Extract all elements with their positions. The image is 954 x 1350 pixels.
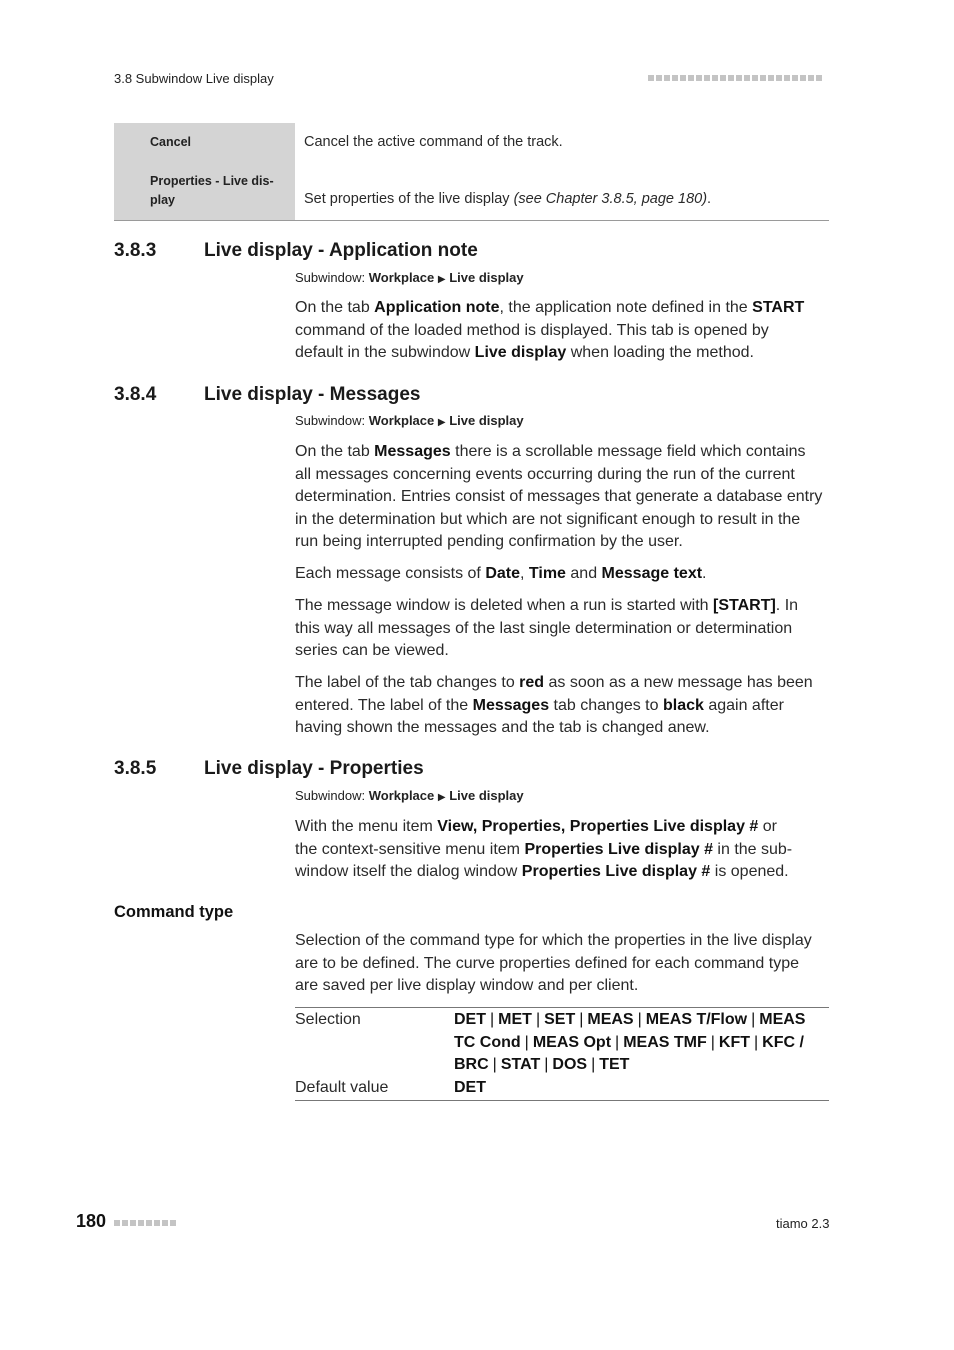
selection-option: MEAS	[587, 1011, 634, 1028]
subwindow-path-3-8-3	[295, 270, 524, 285]
section-number: 3.8.5	[114, 758, 157, 779]
decorative-dot	[130, 1220, 136, 1226]
separator: |	[751, 1011, 756, 1028]
decorative-dot	[170, 1220, 176, 1226]
selection-option: KFT	[718, 1033, 750, 1051]
decorative-dot	[146, 1220, 152, 1226]
footer-decorative-dots	[114, 1220, 176, 1226]
decorative-dot	[688, 75, 694, 81]
decorative-dot	[680, 75, 686, 81]
selection-label: Selection	[295, 1011, 361, 1028]
section-heading-3-8-3	[114, 240, 829, 264]
section-number: 3.8.3	[114, 240, 157, 261]
header-decorative-dots	[648, 75, 822, 81]
bold-term: red	[519, 674, 545, 691]
selection-row	[295, 1008, 829, 1077]
selection-option: TC Cond	[454, 1033, 521, 1051]
separator: |	[524, 1033, 529, 1051]
decorative-dot	[664, 75, 670, 81]
decorative-dot	[736, 75, 742, 81]
separator: |	[615, 1033, 620, 1051]
paragraph-line: The message window is deleted when a run is started with [START]. In	[295, 597, 799, 614]
bold-term: Messages	[472, 696, 550, 714]
section-title: Live display - Properties	[204, 758, 424, 779]
subwindow-path-3-8-4	[295, 413, 524, 428]
bold-term: Live display	[474, 344, 567, 361]
bold-term: Messages	[374, 443, 451, 460]
paragraph-line: this way all messages of the last single determination or determination	[295, 619, 793, 637]
selection-value-line	[454, 1054, 829, 1077]
paragraph-3-8-5	[295, 816, 829, 884]
command-type-line: are saved per live display window and per client.	[295, 977, 639, 994]
arrow-right-icon: ▶	[437, 417, 446, 428]
selection-value-line	[454, 1032, 829, 1055]
separator: |	[754, 1033, 759, 1051]
bold-term: black	[662, 696, 704, 714]
paragraph-line: in the determination but which are not significant enough to result in the	[295, 510, 801, 528]
command-type-heading: Command type	[114, 903, 234, 921]
subwindow-path-live-display: Live display	[449, 270, 524, 285]
decorative-dot	[776, 75, 782, 81]
chapter-reference-link[interactable]: (see Chapter 3.8.5, page 180)	[513, 191, 708, 207]
paragraph-line: With the menu item View, Properties, Properties Live display # or	[295, 818, 777, 835]
section-title: Live display - Application note	[204, 240, 478, 261]
paragraph-line: On the tab Messages there is a scrollable message field which contains	[295, 443, 806, 460]
decorative-dot	[704, 75, 710, 81]
subwindow-path-workplace: Workplace	[368, 413, 435, 428]
separator: |	[490, 1011, 495, 1028]
bold-term: Properties Live display #	[521, 863, 711, 880]
command-label-properties	[150, 172, 285, 210]
selection-value-line	[454, 1009, 829, 1032]
paragraph-3-8-4-a	[295, 441, 829, 554]
command-desc-properties-end: .	[707, 191, 712, 207]
selection-option: MET	[498, 1011, 532, 1028]
paragraph-3-8-4-d	[295, 672, 829, 740]
default-row	[295, 1077, 829, 1101]
selection-option: MEAS T/Flow	[645, 1011, 748, 1028]
paragraph-line: default in the subwindow Live display when loading the method.	[295, 344, 754, 361]
paragraph-line: entered. The label of the Messages tab changes to black again after	[295, 696, 784, 714]
decorative-dot	[122, 1220, 128, 1226]
separator: |	[637, 1011, 642, 1028]
bold-term: Message text	[601, 565, 703, 582]
decorative-dot	[712, 75, 718, 81]
decorative-dot	[720, 75, 726, 81]
command-label-properties-line1: Properties - Live dis-	[150, 174, 274, 188]
selection-option: DET	[454, 1011, 486, 1028]
separator: |	[544, 1056, 549, 1073]
decorative-dot	[752, 75, 758, 81]
decorative-dot	[648, 75, 654, 81]
section-heading-3-8-4	[114, 384, 829, 408]
decorative-dot	[154, 1220, 160, 1226]
page-number: 180	[76, 1211, 107, 1231]
bold-term: Properties Live display #	[524, 840, 713, 858]
separator: |	[579, 1011, 584, 1028]
selection-table	[295, 1007, 829, 1101]
command-type-line: Selection of the command type for which the properties in the live display	[295, 932, 812, 949]
subwindow-label: Subwindow:	[295, 270, 366, 285]
selection-option: KFC /	[762, 1033, 804, 1051]
selection-option: DOS	[552, 1056, 588, 1073]
default-value: DET	[454, 1078, 486, 1096]
selection-option: TET	[599, 1056, 630, 1073]
bold-term: START	[752, 299, 805, 316]
bold-term: View, Properties, Properties Live display #	[437, 818, 759, 835]
paragraph-line: all messages concerning events occurring during the run of the current	[295, 465, 795, 483]
decorative-dot	[162, 1220, 168, 1226]
selection-option: MEAS	[759, 1011, 806, 1028]
default-label: Default value	[295, 1078, 389, 1096]
decorative-dot	[792, 75, 798, 81]
arrow-right-icon: ▶	[437, 274, 446, 285]
paragraph-line: The label of the tab changes to red as soon as a new message has been	[295, 674, 813, 691]
paragraph-line: determination. Entries consist of messages that generate a database entry	[295, 488, 823, 505]
separator: |	[591, 1056, 596, 1073]
selection-option: MEAS Opt	[532, 1033, 612, 1051]
command-desc-properties-text: Set properties of the live display	[304, 191, 514, 207]
subwindow-label: Subwindow:	[295, 788, 366, 803]
subwindow-path-workplace: Workplace	[368, 270, 435, 285]
subwindow-path-workplace: Workplace	[368, 788, 435, 803]
subwindow-path-live-display: Live display	[449, 413, 524, 428]
separator: |	[492, 1056, 497, 1073]
decorative-dot	[728, 75, 734, 81]
product-name: tiamo 2.3	[776, 1216, 830, 1231]
bold-term: Application note	[374, 299, 500, 316]
bold-term: Time	[528, 565, 566, 582]
running-header-section: 3.8 Subwindow Live display	[114, 71, 274, 86]
command-label-properties-line2: play	[150, 193, 176, 207]
paragraph-3-8-3	[295, 297, 829, 365]
paragraph-line: the context-sensitive menu item Properties Live display # in the sub-	[295, 840, 793, 858]
decorative-dot	[784, 75, 790, 81]
decorative-dot	[696, 75, 702, 81]
section-title: Live display - Messages	[204, 384, 421, 405]
command-table	[114, 123, 829, 221]
decorative-dot	[816, 75, 822, 81]
selection-values	[454, 1009, 829, 1077]
separator: |	[535, 1011, 541, 1028]
selection-option: BRC	[454, 1056, 489, 1073]
decorative-dot	[760, 75, 766, 81]
section-number: 3.8.4	[114, 384, 157, 405]
bold-term: [START]	[713, 597, 776, 614]
paragraph-line: run being interrupted pending confirmation by the user.	[295, 533, 683, 550]
subwindow-label: Subwindow:	[295, 413, 366, 428]
decorative-dot	[138, 1220, 144, 1226]
decorative-dot	[768, 75, 774, 81]
paragraph-line: window itself the dialog window Properties Live display # is opened.	[295, 863, 789, 880]
paragraph-line: command of the loaded method is displayed. This tab is opened by	[295, 321, 769, 339]
command-label-cancel: Cancel	[150, 135, 191, 149]
paragraph-line: series can be viewed.	[295, 642, 449, 659]
decorative-dot	[808, 75, 814, 81]
selection-option: SET	[544, 1011, 576, 1028]
section-heading-3-8-5	[114, 758, 829, 782]
paragraph-3-8-4-b	[295, 563, 829, 586]
selection-option: MEAS TMF	[623, 1033, 707, 1051]
paragraph-3-8-4-c	[295, 595, 829, 663]
subwindow-path-3-8-5	[295, 788, 524, 803]
separator: |	[710, 1033, 715, 1051]
paragraph-line: Each message consists of Date, Time and Message text.	[295, 565, 707, 582]
paragraph-line: having shown the messages and the tab is changed anew.	[295, 719, 710, 736]
decorative-dot	[800, 75, 806, 81]
bold-term: Date	[485, 565, 520, 582]
decorative-dot	[744, 75, 750, 81]
command-type-description	[295, 930, 829, 998]
arrow-right-icon: ▶	[437, 792, 446, 803]
decorative-dot	[656, 75, 662, 81]
command-type-line: are to be defined. The curve properties defined for each command type	[295, 954, 800, 972]
command-desc-properties	[304, 191, 711, 207]
decorative-dot	[114, 1220, 120, 1226]
paragraph-line: On the tab Application note, the application note defined in the START	[295, 299, 805, 316]
subwindow-path-live-display: Live display	[449, 788, 524, 803]
command-desc-cancel: Cancel the active command of the track.	[304, 134, 563, 150]
selection-option: STAT	[500, 1056, 541, 1073]
decorative-dot	[672, 75, 678, 81]
